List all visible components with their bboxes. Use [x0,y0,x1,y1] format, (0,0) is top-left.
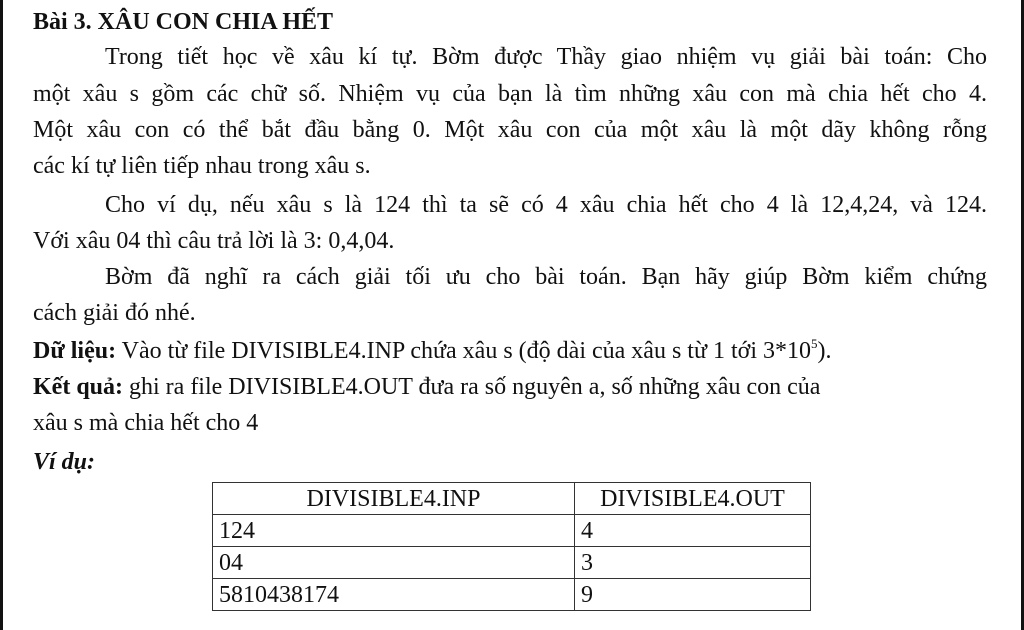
problem-title: Bài 3. XÂU CON CHIA HẾT [33,9,334,35]
paragraph-line: Với xâu 04 thì câu trả lời là 3: 0,4,04. [33,228,395,254]
input-label: Dữ liệu: [33,338,117,364]
cell-output: 9 [575,579,811,611]
cell-input: 04 [213,547,575,579]
input-text: Vào từ file DIVISIBLE4.INP chứa xâu s (độ dài của xâu s từ 1 tới 3*10 [116,338,811,364]
paragraph-line: một xâu s gồm các chữ số. Nhiệm vụ của bạn là tìm những xâu con mà chia hết cho 4. [33,81,987,107]
paragraph-line: Một xâu con có thể bắt đầu bằng 0. Một xâu con của một xâu là một dãy không rỗng [33,117,987,143]
output-label: Kết quả: [33,374,123,400]
example-label: Ví dụ: [33,449,96,475]
header-input-file: DIVISIBLE4.INP [213,483,575,515]
cell-input: 124 [213,515,575,547]
cell-output: 3 [575,547,811,579]
table-header-row [213,483,811,515]
input-tail: ). [817,338,832,364]
input-spec [33,336,987,366]
output-spec [33,372,987,402]
table-row [213,515,811,547]
table-row [213,547,811,579]
paragraph-line: Bờm đã nghĩ ra cách giải tối ưu cho bài toán. Bạn hãy giúp Bờm kiểm chứng [105,264,987,290]
output-text: ghi ra file DIVISIBLE4.OUT đưa ra số nguyên a, số những xâu con của [123,374,821,400]
table-row [213,579,811,611]
paragraph-line: Trong tiết học về xâu kí tự. Bờm được Thầy giao nhiệm vụ giải bài toán: Cho [105,44,987,70]
example-table [212,482,811,611]
output-spec-line2: xâu s mà chia hết cho 4 [33,410,259,436]
paragraph-line: các kí tự liên tiếp nhau trong xâu s. [33,153,371,179]
input-exponent: 5 [810,336,818,351]
cell-input: 5810438174 [213,579,575,611]
left-border [0,0,3,630]
paragraph-line: Cho ví dụ, nếu xâu s là 124 thì ta sẽ có 4 xâu chia hết cho 4 là 12,4,24, và 124. [105,192,987,218]
paragraph-line: cách giải đó nhé. [33,300,196,326]
cell-output: 4 [575,515,811,547]
header-output-file: DIVISIBLE4.OUT [575,483,811,515]
